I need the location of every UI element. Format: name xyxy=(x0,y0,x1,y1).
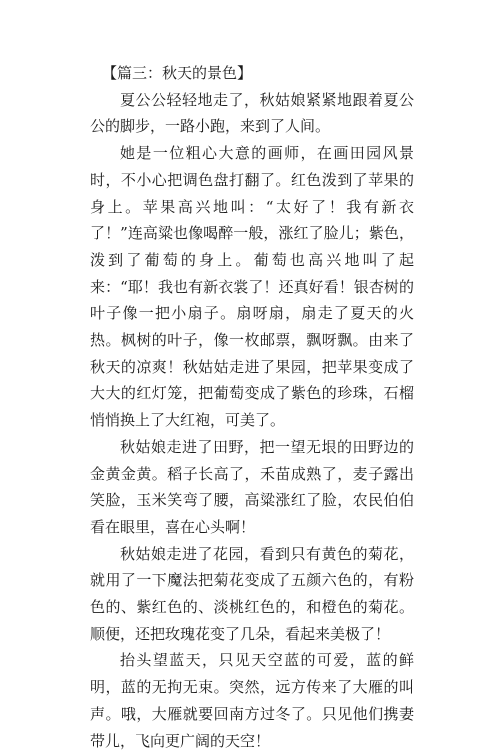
document-body xyxy=(90,60,414,754)
paragraph-2: 她是一位粗心大意的画师，在画田园风景时，不小心把调色盘打翻了。红色泼到了苹果的身上。苹果高兴地叫：“太好了！我有新衣了！”连高粱也像喝醉一般，涨红了脸儿；紫色，泼到了葡萄的身上。葡萄也高兴地叫了起来：“耶！我也有新衣裳了！还真好看！银杏树的叶子像一把小扇子。扇呀扇，扇走了夏天的火热。枫树的叶子，像一枚邮票，飘呀飘。由来了秋天的凉爽！秋姑姑走进了果园，把苹果变成了大大的红灯笼，把葡萄变成了紫色的珍珠，石榴悄悄换上了大红袍，可美了。 xyxy=(90,144,414,430)
paragraph-3: 秋姑娘走进了田野，把一望无垠的田野边的金黄金黄。稻子长高了，禾苗成熟了，麦子露出笑脸，玉米笑弯了腰，高粱涨红了脸，农民伯伯看在眼里，喜在心头啊！ xyxy=(90,437,414,536)
paragraph-5: 抬头望蓝天，只见天空蓝的可爱，蓝的鲜明，蓝的无拘无束。突然，远方传来了大雁的叫声。哦，大雁就要回南方过冬了。只见他们携妻带儿，飞向更广阔的天空！ xyxy=(90,651,414,750)
section-title: 【篇三：秋天的景色】 xyxy=(102,64,253,82)
paragraph-4: 秋姑娘走进了花园，看到只有黄色的菊花，就用了一下魔法把菊花变成了五颜六色的，有粉色的、紫红色的、淡桃红色的，和橙色的菊花。顺便，还把玫瑰花变了几朵，看起来美极了！ xyxy=(90,544,414,643)
paragraph-1: 夏公公轻轻地走了，秋姑娘紧紧地跟着夏公公的脚步，一路小跑，来到了人间。 xyxy=(90,90,414,136)
